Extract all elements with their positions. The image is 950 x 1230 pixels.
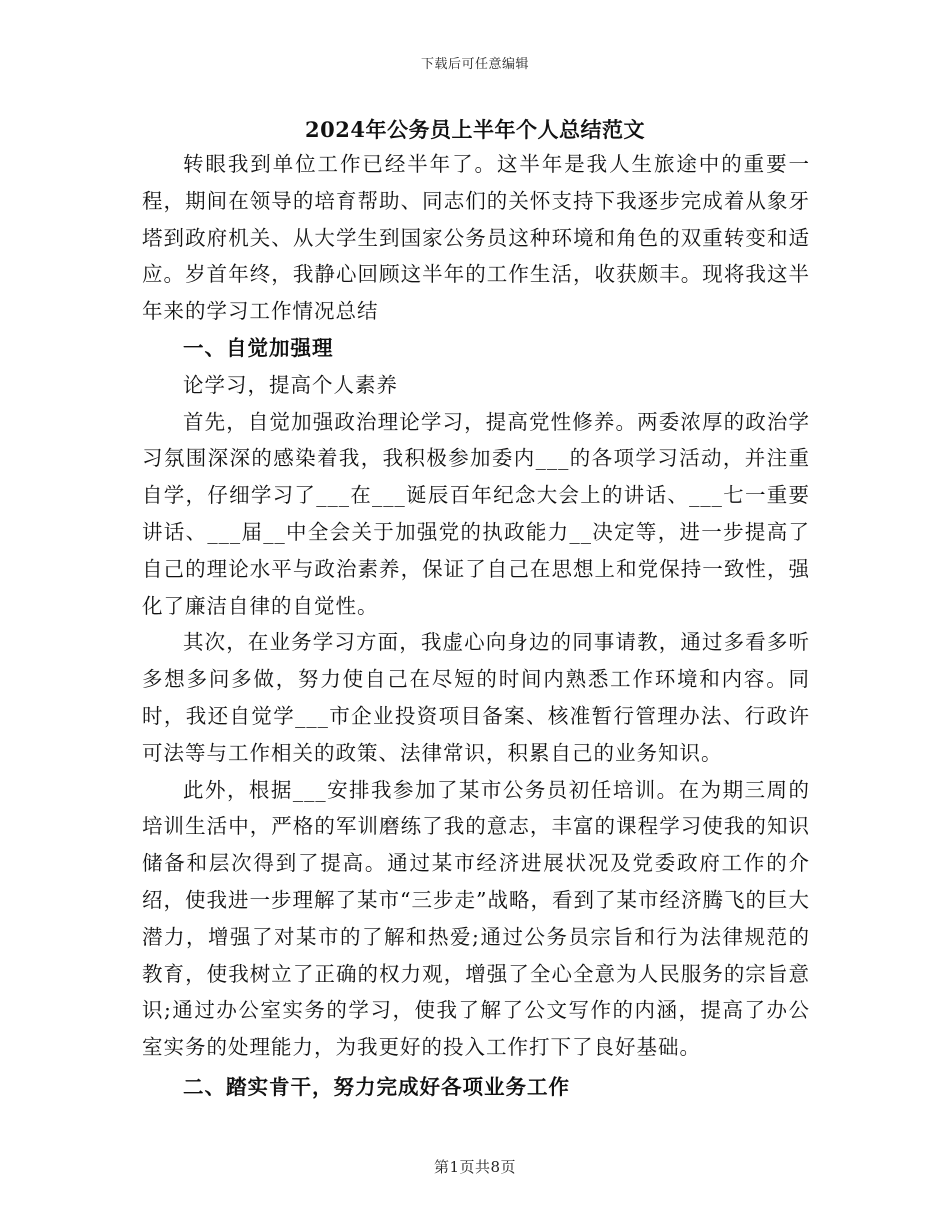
section-heading-2: 二、踏实肯干，努力完成好各项业务工作: [183, 1074, 570, 1099]
document-title: 2024年公务员上半年个人总结范文: [305, 117, 645, 142]
paragraph-second: 其次，在业务学习方面，我虚心向身边的同事请教，通过多看多听多想多问多做，努力使自己在尽短的时间内熟悉工作环境和内容。同时，我还自觉学___市企业投资项目备案、核准暂行管理办法、行政许可法等与工作相关的政策、法律常识，积累自己的业务知识。: [142, 630, 810, 765]
paragraph-subheading: 论学习，提高个人素养: [183, 372, 398, 397]
document-body: [142, 146, 810, 1106]
paragraph-intro: 转眼我到单位工作已经半年了。这半年是我人生旅途中的重要一程，期间在领导的培育帮助、同志们的关怀支持下我逐步完成着从象牙塔到政府机关、从大学生到国家公务员这种环境和角色的双重转变和适应。岁首年终，我静心回顾这半年的工作生活，收获颇丰。现将我这半年来的学习工作情况总结: [142, 152, 810, 324]
header-note: 下载后可任意编辑: [420, 57, 529, 72]
page-number: 第1页共8页: [433, 1158, 517, 1176]
paragraph-third: 此外，根据___安排我参加了某市公务员初任培训。在为期三周的培训生活中，严格的军训磨练了我的意志，丰富的课程学习使我的知识储备和层次得到了提高。通过某市经济进展状况及党委政府工作的介绍，使我进一步理解了某市“三步走”战略，看到了某市经济腾飞的巨大潜力，增强了对某市的了解和热爱;通过公务员宗旨和行为法律规范的教育，使我树立了正确的权力观，增强了全心全意为人民服务的宗旨意识;通过办公室实务的学习，使我了解了公文写作的内涵，提高了办公室实务的处理能力，为我更好的投入工作打下了良好基础。: [142, 777, 810, 1060]
section-heading-1: 一、自觉加强理: [183, 335, 334, 360]
paragraph-first: 首先，自觉加强政治理论学习，提高党性修养。两委浓厚的政治学习氛围深深的感染着我，我积极参加委内___的各项学习活动，并注重自学，仔细学习了___在___诞辰百年纪念大会上的讲话、___七一重要讲话、___届__中全会关于加强党的执政能力__决定等，进一步提高了自己的理论水平与政治素养，保证了自己在思想上和党保持一致性，强化了廉洁自律的自觉性。: [142, 409, 810, 618]
